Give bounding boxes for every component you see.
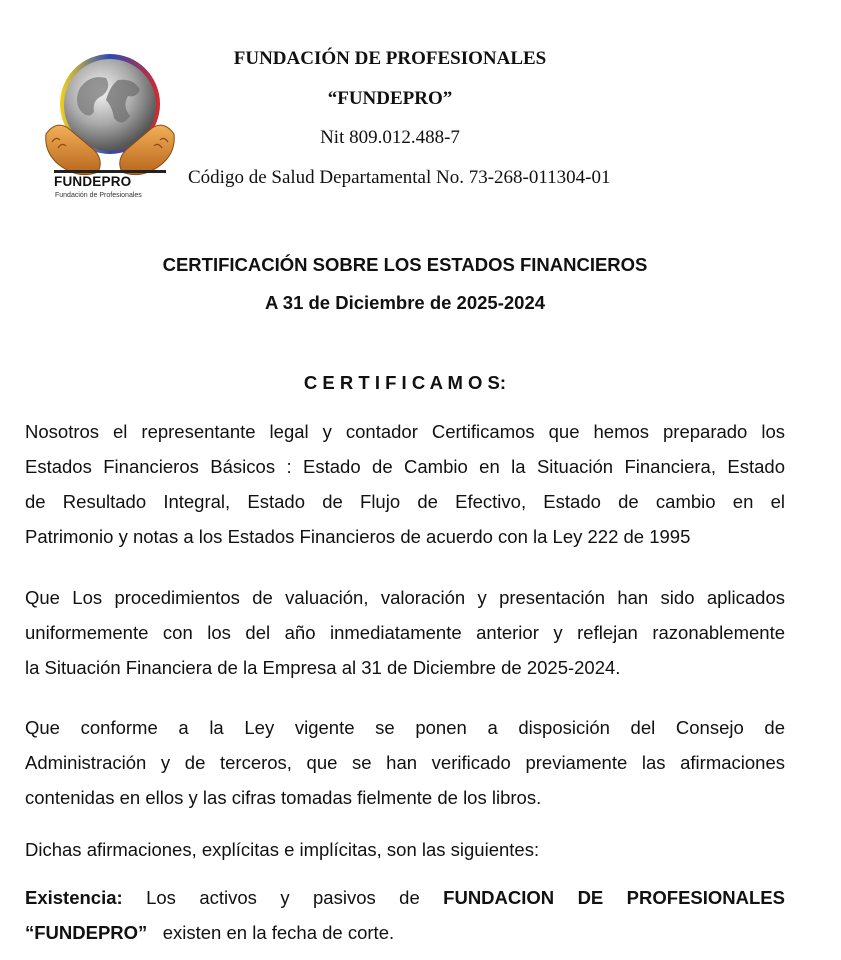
text-line: Nosotros el representante legal y contador Certificamos que hemos preparado los [25, 421, 785, 442]
text-line: Patrimonio y notas a los Estados Financieros de acuerdo con la Ley 222 de 1995 [25, 526, 691, 547]
text-line: Dichas afirmaciones, explícitas e implícitas, son las siguientes: [25, 839, 540, 860]
text-line: contenidas en ellos y las cifras tomadas fielmente de los libros. [25, 787, 542, 808]
text-line: la Situación Financiera de la Empresa al 31 de Diciembre de 2025-2024. [25, 657, 621, 678]
paragraph-statements [25, 414, 785, 554]
text-line [25, 915, 785, 950]
existence-label: Existencia: [25, 887, 123, 908]
logo-wordmark: FUNDEPRO [54, 174, 132, 189]
document-title: CERTIFICACIÓN SOBRE LOS ESTADOS FINANCIEROS [162, 254, 648, 275]
foundation-acronym: “FUNDEPRO” [25, 922, 148, 943]
certify-heading: C E R T I F I C A M O S: [303, 372, 507, 393]
document-subtitle: A 31 de Diciembre de 2025-2024 [264, 292, 546, 313]
paragraph-affirmations [25, 832, 785, 867]
text-line: Estados Financieros Básicos : Estado de Cambio en la Situación Financiera, Estado [25, 456, 785, 477]
text-line: de Resultado Integral, Estado de Flujo de Efectivo, Estado de cambio en el [25, 491, 785, 512]
text-line: Administración y de terceros, que se han verificado previamente las afirmaciones [25, 752, 785, 773]
paragraph-existence [25, 880, 785, 950]
existence-text: Los activos y pasivos de [122, 887, 444, 908]
org-acronym: “FUNDEPRO” [327, 88, 453, 109]
paragraph-law [25, 710, 785, 815]
paragraph-procedures [25, 580, 785, 685]
logo-tagline: Fundación de Profesionales [55, 192, 142, 199]
text-line [25, 880, 785, 915]
org-nit: Nit 809.012.488-7 [320, 127, 460, 148]
org-name: FUNDACIÓN DE PROFESIONALES [233, 48, 547, 69]
existence-text-end: existen en la fecha de corte. [147, 922, 395, 943]
text-line: Que conforme a la Ley vigente se ponen a disposición del Consejo de [25, 717, 785, 738]
text-line: uniformemente con los del año inmediatamente anterior y reflejan razonablemente [25, 622, 785, 643]
health-code: Código de Salud Departamental No. 73-268-011304-01 [188, 167, 611, 188]
foundation-name: FUNDACION DE PROFESIONALES [443, 887, 785, 908]
text-line: Que Los procedimientos de valuación, valoración y presentación han sido aplicados [25, 587, 785, 608]
